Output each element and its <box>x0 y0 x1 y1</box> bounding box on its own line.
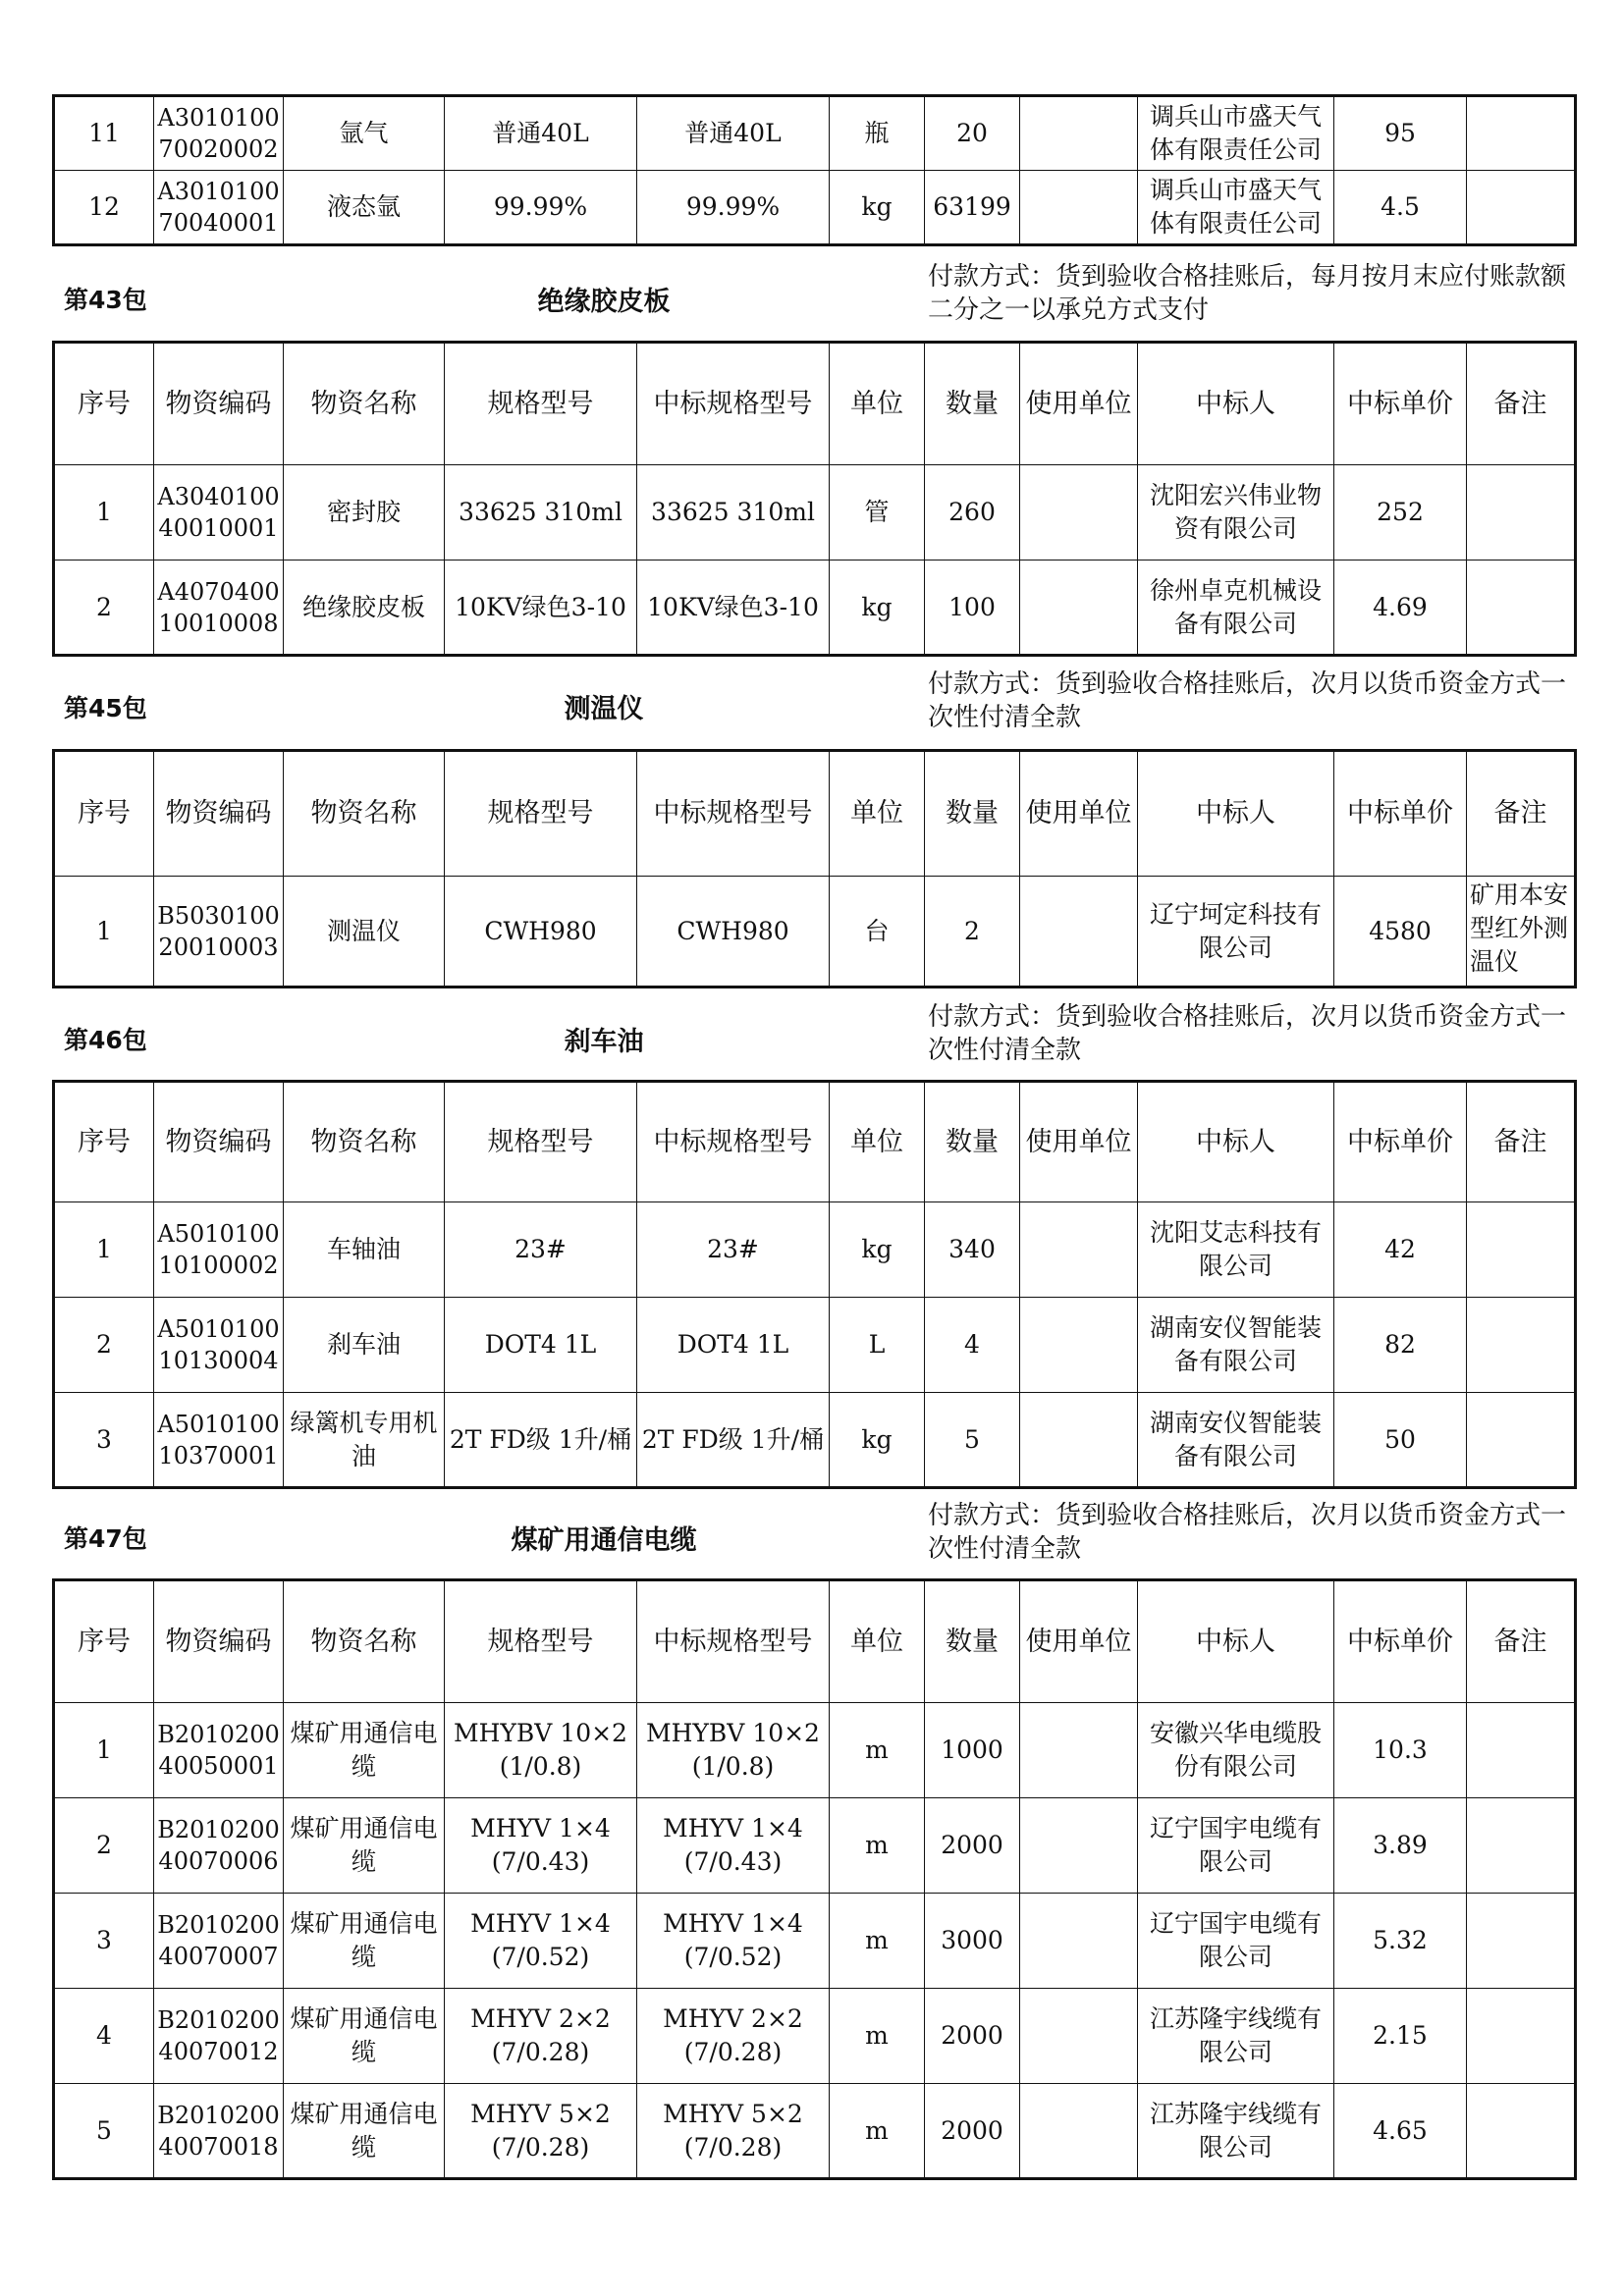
unit-price-cell: 2.15 <box>1334 1989 1467 2084</box>
unit-price-cell: 5.32 <box>1334 1894 1467 1989</box>
unit-price-cell: 3.89 <box>1334 1798 1467 1894</box>
material-code-line: A4070400 <box>157 577 280 606</box>
spec-cell: 2T FD级 1升/桶 <box>445 1393 637 1488</box>
material-name-cell: 煤矿用通信电缆 <box>284 1894 445 1989</box>
material-code-line: B2010200 <box>157 2101 280 2129</box>
material-code-line: A5010100 <box>157 1410 280 1438</box>
user-unit-cell <box>1020 1393 1138 1488</box>
material-name-cell: 煤矿用通信电缆 <box>284 1798 445 1894</box>
remarks-cell <box>1467 1989 1576 2084</box>
winning-bidder-cell: 安徽兴华电缆股份有限公司 <box>1138 1703 1334 1798</box>
column-header: 物资名称 <box>284 1082 445 1202</box>
unit-cell: 管 <box>830 465 925 561</box>
winning-bidder-cell: 湖南安仪智能装备有限公司 <box>1138 1393 1334 1488</box>
table-body <box>54 877 1576 988</box>
column-header: 中标单价 <box>1334 343 1467 465</box>
material-name-cell: 氩气 <box>284 96 445 171</box>
table-row <box>54 561 1576 656</box>
user-unit-cell <box>1020 877 1138 988</box>
material-code-line: 10370001 <box>158 1441 279 1469</box>
column-header: 序号 <box>54 1082 154 1202</box>
table-row <box>54 465 1576 561</box>
column-header: 中标规格型号 <box>637 751 830 877</box>
package-46-table <box>52 1080 1577 1489</box>
winning-bidder-cell: 辽宁坷定科技有限公司 <box>1138 877 1334 988</box>
unit-price-cell: 252 <box>1334 465 1467 561</box>
table-row <box>54 877 1576 988</box>
material-code-cell <box>154 1894 284 1989</box>
column-header: 中标规格型号 <box>637 1580 830 1703</box>
bid-spec-cell: 2T FD级 1升/桶 <box>637 1393 830 1488</box>
column-header: 物资编码 <box>154 751 284 877</box>
material-name-cell: 液态氩 <box>284 171 445 245</box>
material-code-line: 10010008 <box>158 609 279 637</box>
row-number-cell: 1 <box>54 465 154 561</box>
payment-terms: 付款方式：货到验收合格挂账后，次月以货币资金方式一次性付清全款 <box>928 1002 1567 1065</box>
spec-cell: 99.99% <box>445 171 637 245</box>
quantity-cell: 260 <box>925 465 1020 561</box>
column-header: 数量 <box>925 1082 1020 1202</box>
unit-price-cell: 50 <box>1334 1393 1467 1488</box>
column-header: 中标单价 <box>1334 1580 1467 1703</box>
unit-cell: kg <box>830 1393 925 1488</box>
quantity-cell: 2000 <box>925 1798 1020 1894</box>
winning-bidder-cell: 沈阳宏兴伟业物资有限公司 <box>1138 465 1334 561</box>
row-number-cell: 3 <box>54 1894 154 1989</box>
winning-bidder-cell: 沈阳艾志科技有限公司 <box>1138 1202 1334 1298</box>
spec-cell: MHYV 1×4 (7/0.52) <box>445 1894 637 1989</box>
remarks-cell <box>1467 877 1576 988</box>
quantity-cell: 2000 <box>925 1989 1020 2084</box>
material-code-line: 10130004 <box>158 1347 279 1374</box>
table-row <box>54 171 1576 245</box>
material-code-line: A5010100 <box>157 1220 280 1248</box>
row-number-cell: 1 <box>54 1703 154 1798</box>
header-row <box>54 751 1576 877</box>
user-unit-cell <box>1020 561 1138 656</box>
material-code-cell <box>154 1703 284 1798</box>
user-unit-cell <box>1020 2084 1138 2179</box>
bid-spec-cell: CWH980 <box>637 877 830 988</box>
winning-bidder-cell: 辽宁国宇电缆有限公司 <box>1138 1894 1334 1989</box>
bid-spec-cell: 10KV绿色3-10 <box>637 561 830 656</box>
column-header: 使用单位 <box>1020 1580 1138 1703</box>
quantity-cell: 2 <box>925 877 1020 988</box>
user-unit-cell <box>1020 1894 1138 1989</box>
bid-spec-cell: DOT4 1L <box>637 1298 830 1393</box>
material-name-cell: 测温仪 <box>284 877 445 988</box>
table-header <box>54 751 1576 877</box>
material-name-cell: 车轴油 <box>284 1202 445 1298</box>
unit-price-cell: 4.5 <box>1334 171 1467 245</box>
column-header: 备注 <box>1467 1580 1576 1703</box>
spec-cell: MHYV 5×2 (7/0.28) <box>445 2084 637 2179</box>
unit-cell: m <box>830 1798 925 1894</box>
column-header: 规格型号 <box>445 343 637 465</box>
bid-spec-cell: 23# <box>637 1202 830 1298</box>
row-number-cell: 2 <box>54 561 154 656</box>
table-row <box>54 1298 1576 1393</box>
quantity-cell: 4 <box>925 1298 1020 1393</box>
spec-cell: CWH980 <box>445 877 637 988</box>
bid-spec-cell: MHYV 2×2 (7/0.28) <box>637 1989 830 2084</box>
table-row <box>54 1894 1576 1989</box>
material-code-cell <box>154 1989 284 2084</box>
table-row <box>54 1798 1576 1894</box>
remarks-cell <box>1467 1894 1576 1989</box>
user-unit-cell <box>1020 171 1138 245</box>
table-header <box>54 343 1576 465</box>
material-code-line: 70040001 <box>158 209 279 237</box>
column-header: 序号 <box>54 751 154 877</box>
bid-spec-cell: 33625 310ml <box>637 465 830 561</box>
column-header: 中标人 <box>1138 751 1334 877</box>
user-unit-cell <box>1020 1798 1138 1894</box>
bid-spec-cell: MHYBV 10×2 (1/0.8) <box>637 1703 830 1798</box>
material-code-cell <box>154 1298 284 1393</box>
column-header: 单位 <box>830 1082 925 1202</box>
column-header: 数量 <box>925 1580 1020 1703</box>
table-row <box>54 1989 1576 2084</box>
unit-cell: 瓶 <box>830 96 925 171</box>
column-header: 规格型号 <box>445 751 637 877</box>
table-row <box>54 2084 1576 2179</box>
column-header: 物资编码 <box>154 343 284 465</box>
material-name-cell: 刹车油 <box>284 1298 445 1393</box>
user-unit-cell <box>1020 1703 1138 1798</box>
spec-cell: 23# <box>445 1202 637 1298</box>
remarks-cell <box>1467 465 1576 561</box>
material-code-line: B2010200 <box>157 1816 280 1843</box>
remarks-cell <box>1467 1703 1576 1798</box>
column-header: 中标单价 <box>1334 1082 1467 1202</box>
material-code-cell <box>154 171 284 245</box>
material-name-cell: 绝缘胶皮板 <box>284 561 445 656</box>
bid-spec-cell: MHYV 1×4 (7/0.52) <box>637 1894 830 1989</box>
column-header: 备注 <box>1467 1082 1576 1202</box>
header-row <box>54 343 1576 465</box>
user-unit-cell <box>1020 96 1138 171</box>
package-45-table <box>52 749 1577 988</box>
spec-cell: 33625 310ml <box>445 465 637 561</box>
package-title: 刹车油 <box>564 1027 644 1057</box>
column-header: 使用单位 <box>1020 1082 1138 1202</box>
continuation-table <box>52 94 1577 246</box>
column-header: 中标规格型号 <box>637 1082 830 1202</box>
winning-bidder-cell: 调兵山市盛天气体有限责任公司 <box>1138 171 1334 245</box>
row-number-cell: 3 <box>54 1393 154 1488</box>
spec-cell: MHYV 1×4 (7/0.43) <box>445 1798 637 1894</box>
column-header: 备注 <box>1467 343 1576 465</box>
material-name-cell: 煤矿用通信电缆 <box>284 2084 445 2179</box>
column-header: 规格型号 <box>445 1082 637 1202</box>
column-header: 中标人 <box>1138 1580 1334 1703</box>
user-unit-cell <box>1020 1989 1138 2084</box>
remarks-cell <box>1467 561 1576 656</box>
material-code-line: A3040100 <box>157 483 280 510</box>
quantity-cell: 100 <box>925 561 1020 656</box>
package-47-table <box>52 1578 1577 2180</box>
payment-terms: 付款方式：货到验收合格挂账后，次月以货币资金方式一次性付清全款 <box>928 1501 1567 1564</box>
material-code-line: 10100002 <box>158 1252 279 1279</box>
material-code-line: 20010003 <box>158 933 279 961</box>
unit-price-cell: 4.65 <box>1334 2084 1467 2179</box>
unit-price-cell: 4580 <box>1334 877 1467 988</box>
unit-cell: L <box>830 1298 925 1393</box>
material-name-cell: 煤矿用通信电缆 <box>284 1703 445 1798</box>
bid-spec-cell: MHYV 1×4 (7/0.43) <box>637 1798 830 1894</box>
winning-bidder-cell: 江苏隆宇线缆有限公司 <box>1138 2084 1334 2179</box>
package-number: 第46包 <box>64 1026 147 1054</box>
row-number-cell: 4 <box>54 1989 154 2084</box>
column-header: 中标人 <box>1138 1082 1334 1202</box>
material-code-cell <box>154 1202 284 1298</box>
bid-spec-cell: MHYV 5×2 (7/0.28) <box>637 2084 830 2179</box>
material-code-line: 40010001 <box>158 514 279 542</box>
continuation-body <box>54 96 1576 245</box>
table-row <box>54 1393 1576 1488</box>
material-code-line: B2010200 <box>157 1721 280 1748</box>
unit-cell: kg <box>830 171 925 245</box>
column-header: 物资编码 <box>154 1580 284 1703</box>
table-header <box>54 1580 1576 1703</box>
material-code-cell <box>154 2084 284 2179</box>
column-header: 使用单位 <box>1020 751 1138 877</box>
material-code-cell <box>154 1798 284 1894</box>
remarks-cell <box>1467 1298 1576 1393</box>
package-number: 第45包 <box>64 694 147 722</box>
column-header: 物资名称 <box>284 751 445 877</box>
unit-price-cell: 82 <box>1334 1298 1467 1393</box>
column-header: 序号 <box>54 343 154 465</box>
row-number-cell: 5 <box>54 2084 154 2179</box>
unit-price-cell: 42 <box>1334 1202 1467 1298</box>
column-header: 使用单位 <box>1020 343 1138 465</box>
user-unit-cell <box>1020 465 1138 561</box>
spec-cell: 10KV绿色3-10 <box>445 561 637 656</box>
material-code-line: A3010100 <box>157 178 280 205</box>
material-code-cell <box>154 465 284 561</box>
column-header: 物资名称 <box>284 1580 445 1703</box>
remarks-cell <box>1467 1798 1576 1894</box>
material-code-line: A5010100 <box>157 1315 280 1343</box>
column-header: 物资名称 <box>284 343 445 465</box>
material-code-line: 40070018 <box>158 2132 279 2161</box>
column-header: 中标人 <box>1138 343 1334 465</box>
header-row <box>54 1082 1576 1202</box>
material-name-cell: 密封胶 <box>284 465 445 561</box>
quantity-cell: 5 <box>925 1393 1020 1488</box>
material-code-line: 40070006 <box>158 1847 279 1875</box>
table-row <box>54 96 1576 171</box>
row-number-cell: 11 <box>54 96 154 171</box>
remarks-cell <box>1467 1202 1576 1298</box>
column-header: 中标规格型号 <box>637 343 830 465</box>
material-code-cell <box>154 561 284 656</box>
material-code-cell <box>154 877 284 988</box>
row-number-cell: 12 <box>54 171 154 245</box>
column-header: 数量 <box>925 751 1020 877</box>
table-header <box>54 1082 1576 1202</box>
winning-bidder-cell: 调兵山市盛天气体有限责任公司 <box>1138 96 1334 171</box>
quantity-cell: 20 <box>925 96 1020 171</box>
table-body <box>54 465 1576 656</box>
package-title: 煤矿用通信电缆 <box>511 1525 697 1556</box>
winning-bidder-cell: 江苏隆宇线缆有限公司 <box>1138 1989 1334 2084</box>
material-name-cell: 绿篱机专用机油 <box>284 1393 445 1488</box>
unit-cell: m <box>830 2084 925 2179</box>
package-title: 测温仪 <box>564 694 644 724</box>
material-name-cell: 煤矿用通信电缆 <box>284 1989 445 2084</box>
quantity-cell: 3000 <box>925 1894 1020 1989</box>
payment-terms: 付款方式：货到验收合格挂账后，每月按月末应付账款额二分之一以承兑方式支付 <box>928 262 1567 325</box>
spec-cell: 普通40L <box>445 96 637 171</box>
unit-price-cell: 95 <box>1334 96 1467 171</box>
header-row <box>54 1580 1576 1703</box>
table-row <box>54 1202 1576 1298</box>
remarks-text: 矿用本安型红外测温仪 <box>1470 881 1569 976</box>
column-header: 数量 <box>925 343 1020 465</box>
material-code-line: 40050001 <box>158 1752 279 1780</box>
spec-cell: MHYV 2×2 (7/0.28) <box>445 1989 637 2084</box>
package-number: 第43包 <box>64 286 147 314</box>
quantity-cell: 1000 <box>925 1703 1020 1798</box>
row-number-cell: 2 <box>54 1298 154 1393</box>
unit-cell: kg <box>830 1202 925 1298</box>
package-number: 第47包 <box>64 1524 147 1553</box>
unit-price-cell: 4.69 <box>1334 561 1467 656</box>
unit-cell: 台 <box>830 877 925 988</box>
remarks-cell <box>1467 2084 1576 2179</box>
quantity-cell: 63199 <box>925 171 1020 245</box>
unit-cell: m <box>830 1894 925 1989</box>
material-code-cell <box>154 96 284 171</box>
remarks-cell <box>1467 171 1576 245</box>
material-code-line: 40070007 <box>158 1943 279 1970</box>
table-body <box>54 1703 1576 2179</box>
table-body <box>54 1202 1576 1488</box>
material-code-line: B2010200 <box>157 1911 280 1939</box>
package-title: 绝缘胶皮板 <box>537 287 671 317</box>
winning-bidder-cell: 辽宁国宇电缆有限公司 <box>1138 1798 1334 1894</box>
column-header: 单位 <box>830 1580 925 1703</box>
spec-cell: DOT4 1L <box>445 1298 637 1393</box>
unit-cell: m <box>830 1989 925 2084</box>
unit-price-cell: 10.3 <box>1334 1703 1467 1798</box>
winning-bidder-cell: 徐州卓克机械设备有限公司 <box>1138 561 1334 656</box>
material-code-cell <box>154 1393 284 1488</box>
column-header: 中标单价 <box>1334 751 1467 877</box>
table-row <box>54 1703 1576 1798</box>
unit-cell: m <box>830 1703 925 1798</box>
column-header: 序号 <box>54 1580 154 1703</box>
material-code-line: B2010200 <box>157 2006 280 2034</box>
material-code-line: B5030100 <box>157 901 280 930</box>
user-unit-cell <box>1020 1202 1138 1298</box>
column-header: 备注 <box>1467 751 1576 877</box>
row-number-cell: 1 <box>54 1202 154 1298</box>
row-number-cell: 2 <box>54 1798 154 1894</box>
spec-cell: MHYBV 10×2 (1/0.8) <box>445 1703 637 1798</box>
material-code-line: 70020002 <box>158 135 279 163</box>
column-header: 物资编码 <box>154 1082 284 1202</box>
column-header: 规格型号 <box>445 1580 637 1703</box>
remarks-cell <box>1467 1393 1576 1488</box>
column-header: 单位 <box>830 343 925 465</box>
unit-cell: kg <box>830 561 925 656</box>
row-number-cell: 1 <box>54 877 154 988</box>
package-43-table <box>52 341 1577 657</box>
bid-spec-cell: 99.99% <box>637 171 830 245</box>
material-code-line: 40070012 <box>158 2038 279 2065</box>
quantity-cell: 340 <box>925 1202 1020 1298</box>
quantity-cell: 2000 <box>925 2084 1020 2179</box>
material-code-line: A3010100 <box>157 104 280 132</box>
user-unit-cell <box>1020 1298 1138 1393</box>
winning-bidder-cell: 湖南安仪智能装备有限公司 <box>1138 1298 1334 1393</box>
payment-terms: 付款方式：货到验收合格挂账后，次月以货币资金方式一次性付清全款 <box>928 669 1567 732</box>
remarks-cell <box>1467 96 1576 171</box>
column-header: 单位 <box>830 751 925 877</box>
bid-spec-cell: 普通40L <box>637 96 830 171</box>
